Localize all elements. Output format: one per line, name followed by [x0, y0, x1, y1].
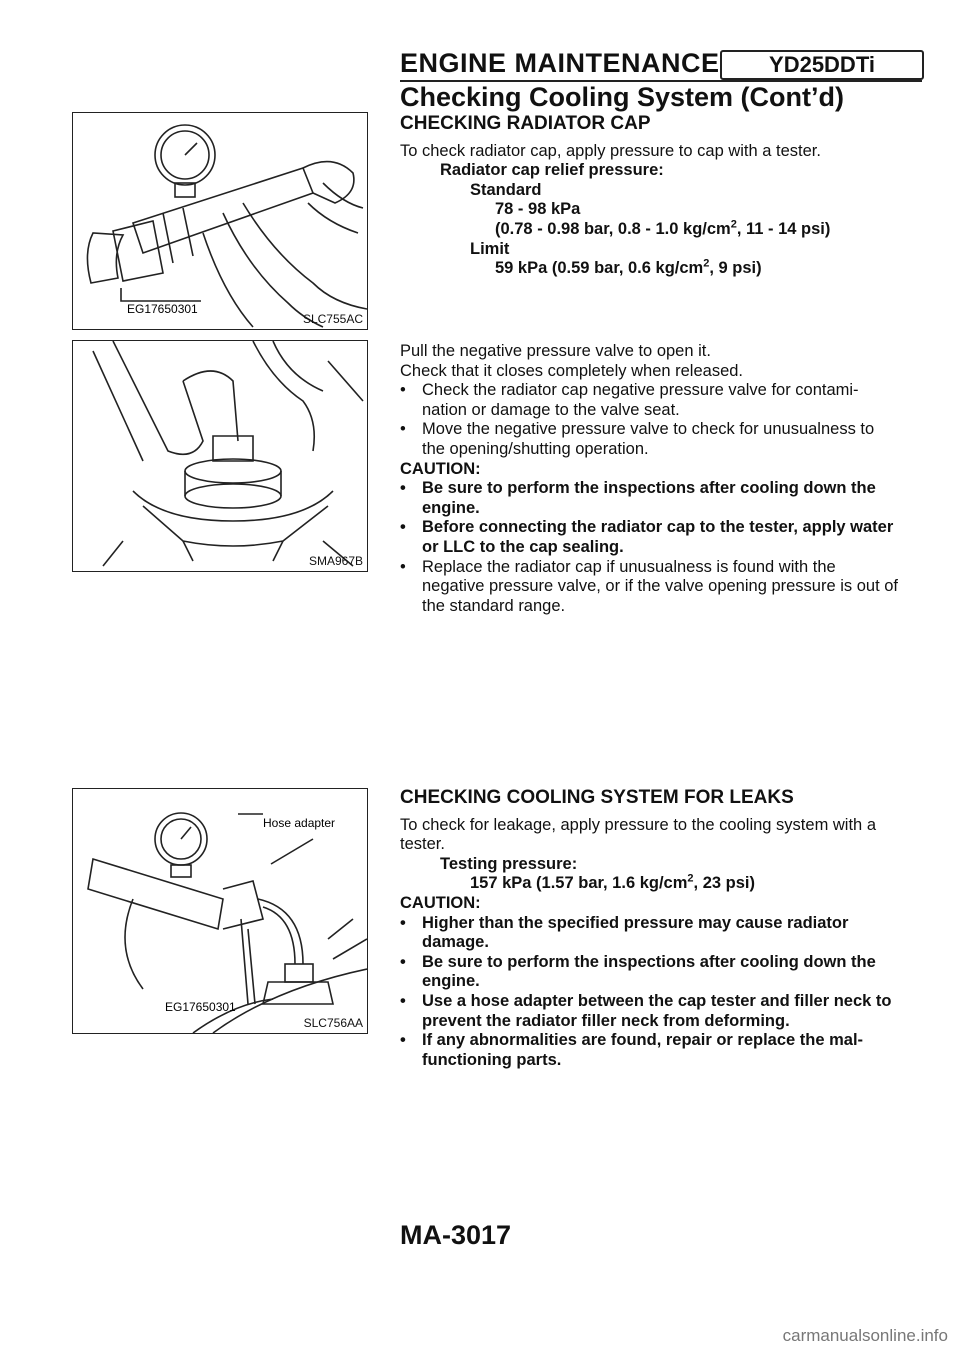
limit-value: 59 kPa (0.59 bar, 0.6 $kg/cm^2$, 9 psi)	[495, 257, 762, 278]
section-title: ENGINE MAINTENANCE	[400, 48, 720, 78]
caution-label: CAUTION:	[400, 893, 481, 912]
tool-number-label: EG17650301	[127, 302, 198, 316]
caution-label: CAUTION:	[400, 459, 481, 478]
figure-negative-pressure-valve	[72, 340, 368, 572]
intro-text: To check radiator cap, apply pressure to cap with a tester.	[400, 141, 821, 160]
standard-label: Standard	[470, 180, 542, 199]
caution-item: • Use a hose adapter between the cap tester and filler neck to prevent the radiator filler neck from deforming.	[400, 991, 892, 1030]
caution-item: • Higher than the specified pressure may cause radiator damage.	[400, 913, 849, 952]
testing-pressure-value: 157 kPa (1.57 bar, 1.6 $kg/cm^2$, 23 psi)	[470, 872, 755, 893]
testing-pressure-label: Testing pressure:	[440, 854, 578, 873]
site-watermark: carmanualsonline.info	[782, 1326, 948, 1345]
caution-item: • Be sure to perform the inspections after cooling down the engine.	[400, 479, 876, 517]
model-badge: YD25DDTi	[720, 50, 924, 80]
figure-radiator-cap-tester	[72, 112, 368, 330]
list-item: • Check the radiator cap negative pressure valve for contami- nation or damage to the valve seat.	[400, 381, 859, 419]
hose-adapter-label: Hose adapter	[263, 816, 336, 830]
figure-code: SMA967B	[308, 554, 363, 568]
tester-illustration	[73, 113, 367, 329]
caution-item: • Before connecting the radiator cap to the tester, apply water or LLC to the cap sealing.	[400, 518, 894, 556]
figure-code: SLC756AA	[303, 1016, 363, 1030]
tool-number-label: EG17650301	[165, 1000, 236, 1014]
caution-item: • Be sure to perform the inspections after cooling down the engine.	[400, 952, 876, 991]
figure-cooling-system-leak-test	[72, 788, 368, 1034]
list-item: • Replace the radiator cap if unusualness is found with the negative pressure valve, or if the valve opening pressure is out of the standard range.	[400, 557, 899, 615]
leak-test-illustration	[73, 789, 367, 1033]
caution-item: • If any abnormalities are found, repair or replace the mal- functioning parts.	[400, 1031, 864, 1069]
intro-text: To check for leakage, apply pressure to the cooling system with a tester.	[400, 815, 876, 854]
section-heading: CHECKING COOLING SYSTEM FOR LEAKS	[400, 787, 794, 808]
section-negative-pressure-valve	[400, 342, 900, 616]
section-radiator-cap	[400, 114, 900, 279]
page-number: MA-3017	[400, 1220, 512, 1250]
valve-illustration	[73, 341, 367, 571]
section-heading: CHECKING RADIATOR CAP	[400, 113, 651, 134]
section-cooling-leaks	[400, 788, 900, 1070]
instruction-line: Pull the negative pressure valve to open it.	[400, 342, 711, 360]
figure-code: SLC755AC	[302, 312, 363, 326]
relief-pressure-label: Radiator cap relief pressure:	[440, 161, 664, 180]
page-subtitle: Checking Cooling System (Cont’d)	[400, 82, 845, 112]
standard-value-units: (0.78 - 0.98 bar, 0.8 - 1.0 $kg/cm^2$, 11 - 14 psi)	[495, 218, 831, 238]
instruction-line: Check that it closes completely when released.	[400, 361, 744, 380]
list-item: • Move the negative pressure valve to check for unusualness to the opening/shutting operation.	[400, 420, 875, 458]
standard-value: 78 - 98 kPa	[495, 200, 581, 219]
limit-label: Limit	[470, 239, 510, 258]
